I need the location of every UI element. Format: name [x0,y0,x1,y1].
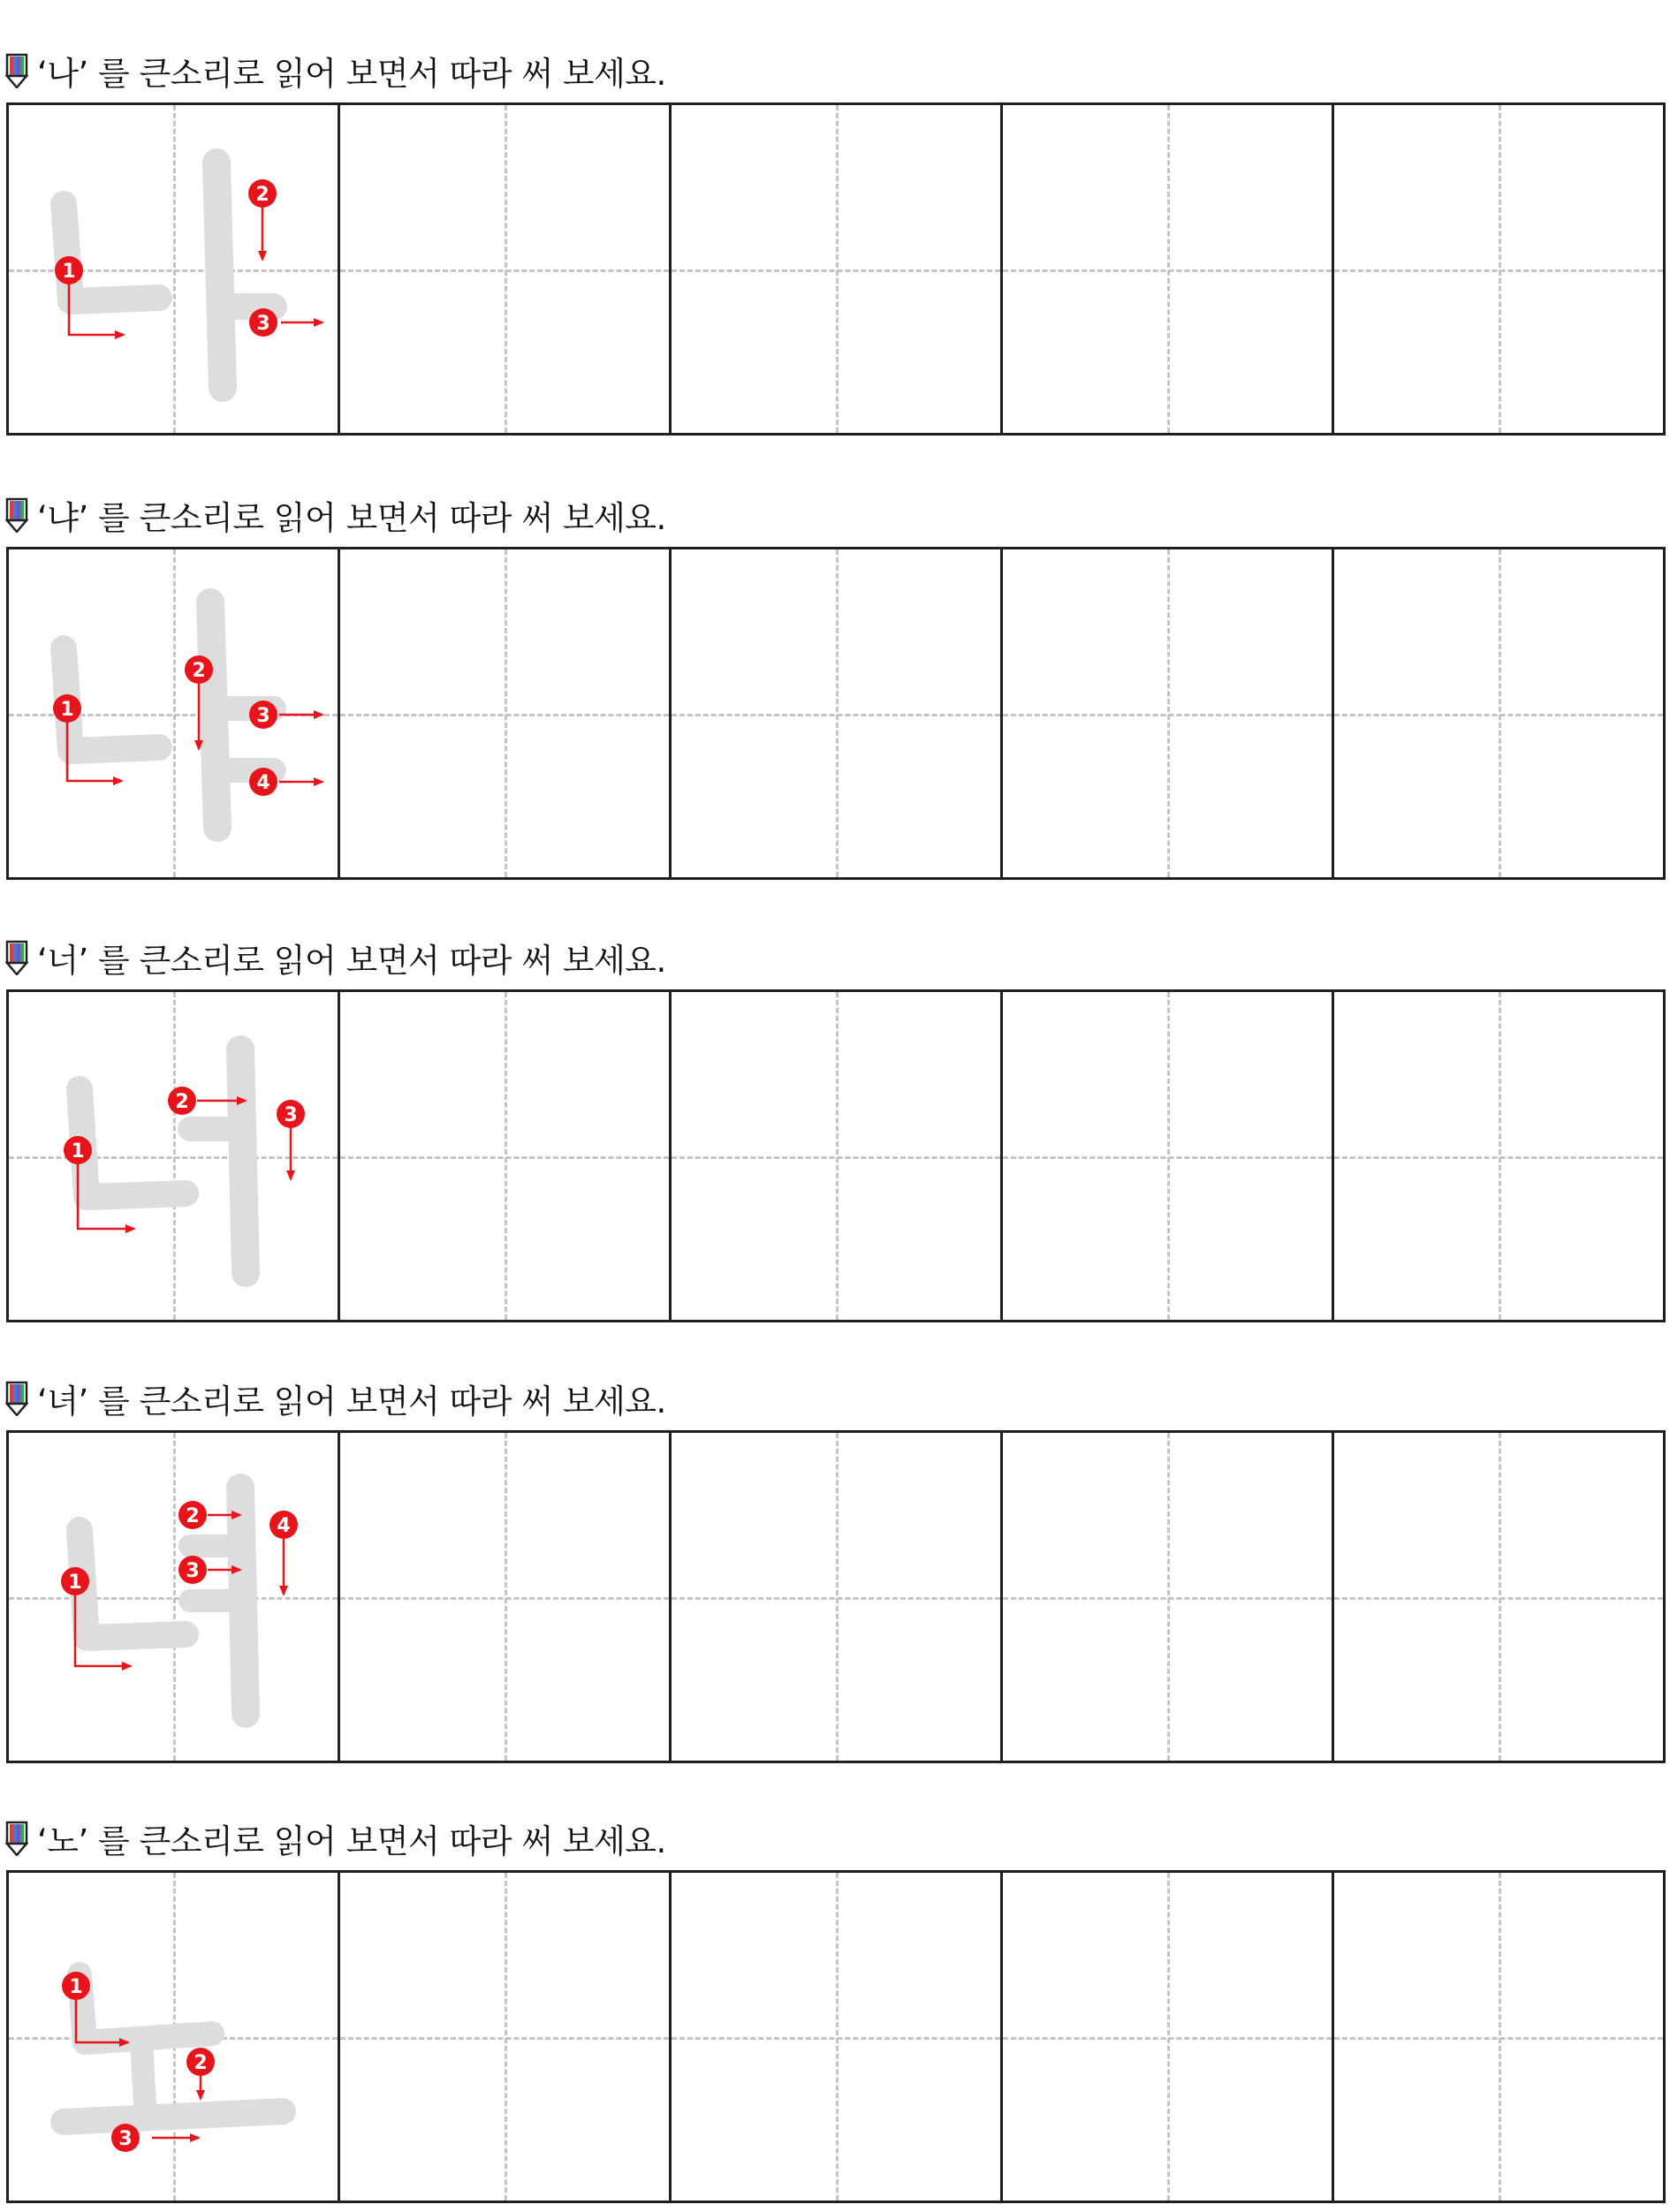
practice-box[interactable] [1003,1433,1334,1761]
practice-box[interactable] [1334,1873,1663,2201]
svg-text:3: 3 [186,1560,200,1582]
practice-box[interactable] [340,105,672,433]
stroke-order-guide [9,992,338,1320]
practice-box[interactable] [1003,105,1334,433]
syllable-quote: ‘너’ [37,942,88,980]
syllable-quote: ‘녀’ [37,1382,88,1420]
model-box [9,992,340,1320]
practice-box[interactable] [340,1433,672,1761]
stroke-number-3 [178,1556,207,1584]
stroke-number-1 [53,694,81,723]
svg-text:3: 3 [256,313,270,335]
instruction [5,931,666,984]
stroke-number-2 [248,179,277,208]
instruction-text: 를 큰소리로 읽어 보면서 따라 써 보세요. [87,942,666,980]
pencil-icon [5,53,28,88]
model-box [9,1433,340,1761]
svg-text:2: 2 [186,1505,200,1527]
svg-text:2: 2 [255,184,269,206]
practice-box[interactable] [340,1873,672,2201]
svg-text:2: 2 [175,1091,189,1113]
stroke-number-4 [249,768,277,796]
stroke-number-1 [62,1972,90,2000]
svg-text:2: 2 [192,660,206,682]
stroke-number-1 [64,1136,92,1164]
practice-box[interactable] [1003,549,1334,877]
instruction-text: 를 큰소리로 읽어 보면서 따라 써 보세요. [87,1822,666,1860]
stroke-order-guide [9,549,338,877]
instruction-text: 를 큰소리로 읽어 보면서 따라 써 보세요. [87,55,666,93]
instruction [5,44,666,97]
instruction [5,1812,666,1865]
svg-text:4: 4 [277,1515,291,1537]
pencil-icon [5,940,28,975]
stroke-number-2 [185,655,213,684]
writing-grid [6,102,1666,436]
stroke-number-3 [111,2124,140,2152]
stroke-number-1 [55,256,83,284]
model-box [9,1873,340,2201]
practice-box[interactable] [1334,549,1663,877]
svg-text:4: 4 [256,772,270,794]
instruction-text: 를 큰소리로 읽어 보면서 따라 써 보세요. [87,499,666,537]
syllable-quote: ‘냐’ [37,499,88,537]
practice-box[interactable] [1334,105,1663,433]
stroke-number-2 [168,1087,196,1115]
stroke-number-2 [186,2048,215,2076]
stroke-order-guide [9,105,338,433]
practice-box[interactable] [1003,1873,1334,2201]
practice-box[interactable] [340,549,672,877]
guide-glyph-nya [64,602,274,828]
stroke-order-guide [9,1873,338,2201]
writing-grid [6,989,1666,1322]
stroke-number-2 [178,1501,207,1529]
stroke-number-3 [249,308,277,337]
practice-box[interactable] [672,1873,1003,2201]
writing-grid [6,547,1666,880]
svg-text:1: 1 [69,1976,83,1998]
pencil-icon [5,497,28,533]
practice-box[interactable] [672,549,1003,877]
instruction [5,489,666,542]
svg-text:1: 1 [62,261,76,283]
svg-text:1: 1 [60,699,74,721]
svg-text:1: 1 [71,1140,85,1163]
writing-grid [6,1870,1666,2203]
practice-box[interactable] [340,992,672,1320]
model-box [9,105,340,433]
guide-glyph-na [64,163,274,388]
practice-box[interactable] [672,1433,1003,1761]
writing-grid [6,1430,1666,1763]
stroke-order-guide [9,1433,338,1761]
stroke-number-3 [277,1100,305,1128]
svg-text:2: 2 [194,2052,208,2074]
instruction-text: 를 큰소리로 읽어 보면서 따라 써 보세요. [87,1382,666,1420]
stroke-number-1 [61,1567,89,1595]
stroke-number-3 [249,701,277,729]
svg-text:1: 1 [68,1572,82,1594]
guide-glyph-no [64,1974,283,2122]
pencil-icon [5,1821,28,1856]
pencil-icon [5,1381,28,1416]
guide-glyph-nyeo [80,1488,246,1714]
svg-text:3: 3 [256,705,270,727]
syllable-quote: ‘나’ [37,55,88,93]
instruction [5,1372,666,1425]
stroke-number-4 [269,1511,298,1539]
practice-box[interactable] [672,105,1003,433]
practice-box[interactable] [1334,992,1663,1320]
practice-box[interactable] [1334,1433,1663,1761]
svg-text:3: 3 [284,1104,298,1126]
practice-box[interactable] [672,992,1003,1320]
practice-box[interactable] [1003,992,1334,1320]
guide-glyph-neo [80,1049,246,1273]
svg-text:3: 3 [118,2128,133,2150]
syllable-quote: ‘노’ [37,1822,88,1860]
model-box [9,549,340,877]
